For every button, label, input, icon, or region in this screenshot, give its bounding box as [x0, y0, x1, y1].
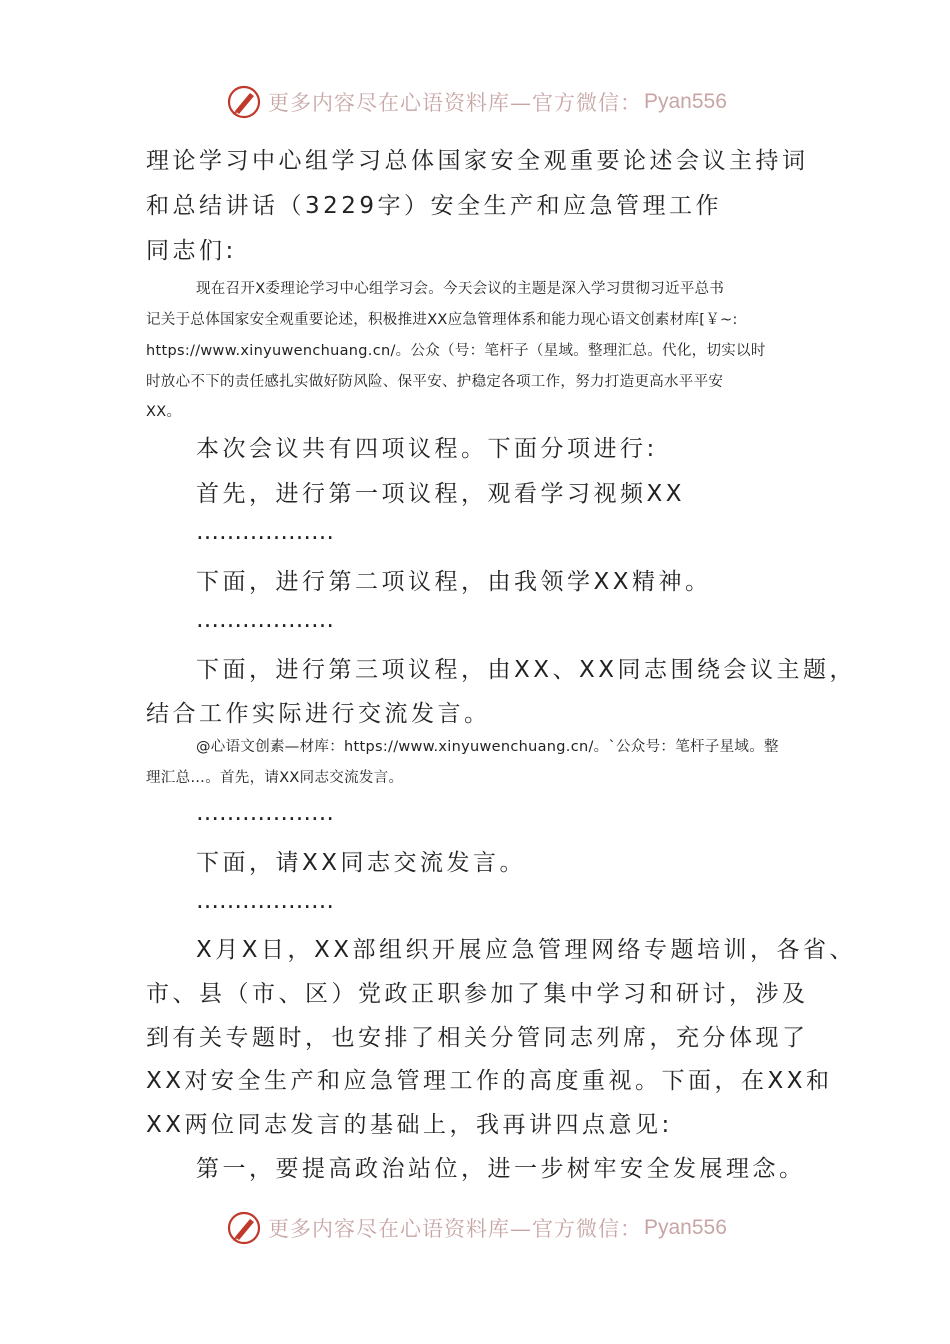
body-line-3: 到有关专题时，也安排了相关分管同志列席，充分体现了 — [146, 1025, 809, 1051]
mid-line-1: @心语文创素—材库：https://www.xinyuwenchuang.cn/。`公众号：笔杆子星域。整 — [196, 739, 779, 755]
agenda-intro: 本次会议共有四项议程。下面分项进行: — [196, 436, 658, 462]
agenda-item-3-line-2: 结合工作实际进行交流发言。 — [146, 701, 491, 727]
watermark-banner-bottom — [226, 1208, 727, 1248]
intro-line-4: 时放心不下的责任感扎实做好防风险、保平安、护稳定各项工作，努力打造更高水平平安 — [146, 374, 724, 390]
watermark-banner-top — [226, 82, 727, 122]
intro-line-3: https://www.xinyuwenchuang.cn/。公众（号：笔杆子（星域。整理汇总。代化，切实以时 — [146, 343, 766, 359]
mid-line-2: 理汇总…。首先，请XX同志交流发言。 — [146, 770, 404, 786]
speech-2: 下面，请XX同志交流发言。 — [196, 850, 527, 876]
banner-text: 更多内容尽在心语资料库—官方微信： — [268, 91, 642, 115]
ellipsis-1: ……………… — [196, 519, 334, 545]
point-1: 第一，要提高政治站位，进一步树牢安全发展理念。 — [196, 1156, 806, 1182]
agenda-item-2: 下面，进行第二项议程，由我领学XX精神。 — [196, 569, 712, 595]
ellipsis-4: ……………… — [196, 888, 334, 914]
banner-wechat-id: Pyan556 — [644, 1216, 727, 1239]
greeting: 同志们: — [146, 238, 237, 264]
ellipsis-3: ……………… — [196, 800, 334, 826]
pen-logo-icon — [226, 84, 262, 120]
title-line-2: 和总结讲话（3229字）安全生产和应急管理工作 — [146, 193, 723, 219]
body-line-4: XX对安全生产和应急管理工作的高度重视。下面，在XX和 — [146, 1068, 833, 1094]
body-line-1: X月X日，XX部组织开展应急管理网络专题培训，各省、 — [196, 937, 857, 963]
pen-logo-icon — [226, 1210, 262, 1246]
intro-line-5: XX。 — [146, 404, 182, 420]
intro-line-2: 记关于总体国家安全观重要论述，积极推进XX应急管理体系和能力现心语文创素材库[￥~: — [146, 312, 738, 328]
body-line-2: 市、县（市、区）党政正职参加了集中学习和研讨，涉及 — [146, 981, 809, 1007]
body-line-5: XX两位同志发言的基础上，我再讲四点意见: — [146, 1112, 673, 1138]
intro-line-1: 现在召开X委理论学习中心组学习会。今天会议的主题是深入学习贯彻习近平总书 — [196, 281, 725, 297]
title-line-1: 理论学习中心组学习总体国家安全观重要论述会议主持词 — [146, 148, 809, 174]
banner-text: 更多内容尽在心语资料库—官方微信： — [268, 1217, 642, 1241]
banner-wechat-id: Pyan556 — [644, 90, 727, 113]
agenda-item-1: 首先，进行第一项议程，观看学习视频XX — [196, 481, 686, 507]
ellipsis-2: ……………… — [196, 607, 334, 633]
agenda-item-3-line-1: 下面，进行第三项议程，由XX、XX同志围绕会议主题， — [196, 657, 857, 683]
